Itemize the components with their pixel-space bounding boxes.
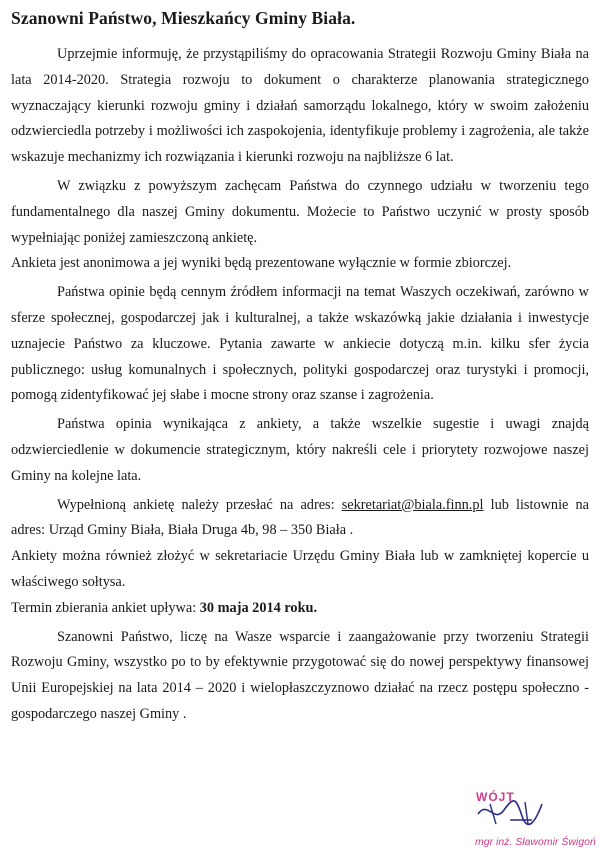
paragraph-closing: Szanowni Państwo, liczę na Wasze wsparcie i zaangażowanie przy tworzeniu Strategii Rozwoju Gminy, wszystko po to by efektywnie przygotować się do nowej perspektywy finansowej Unii Europejskiej na lata 2014 – 2020 i wielopłaszczyznowo działać na rzecz postępu społeczno - gospodarczego naszej Gminy . <box>11 628 589 722</box>
submission-text: Wypełnioną ankietę należy przesłać na adres: <box>57 496 342 513</box>
signature-title: WÓJT <box>476 790 515 804</box>
deadline-date: 30 maja 2014 roku. <box>199 599 318 616</box>
paragraph-delivery: Ankiety można również złożyć w sekretariacie Urzędu Gminy Biała lub w zamkniętej kopercie u właściwego sołtysa. <box>11 548 589 590</box>
letter-body <box>11 42 589 728</box>
email-link[interactable]: sekretariat@biala.finn.pl <box>341 496 484 513</box>
signature-scribble <box>470 790 560 830</box>
submission-address: lub listownie na adres: Urząd Gminy Biała, Biała Druga 4b, 98 – 350 Biała . <box>11 496 589 539</box>
deadline-label: Termin zbierania ankiet upływa: <box>11 599 200 616</box>
signature-name: mgr inż. Sławomir Świgoń <box>475 836 596 848</box>
letter-heading: Szanowni Państwo, Mieszkańcy Gminy Biała. <box>11 8 356 28</box>
paragraph-invitation: W związku z powyższym zachęcam Państwa do czynnego udziału w tworzeniu tego fundamentalnego dla naszej Gminy dokumentu. Możecie to Państwo uczynić w prosty sposób wypełniając poniżej zamieszczoną ankietę. <box>11 177 589 246</box>
paragraph-submission <box>11 493 589 545</box>
paragraph-deadline <box>11 596 589 622</box>
paragraph-opinions: Państwa opinie będą cennym źródłem informacji na temat Waszych oczekiwań, zarówno w sferze społecznej, gospodarczej jak i kulturalnej, a także wskazówką jakie działania i inwestycje uznajecie Państwo za kluczowe. Pytania zawarte w ankiecie dotyczą m.in. kilku sfer życia publicznego: usług komunalnych i społecznych, polityki gospodarczej oraz turystyki i promocji, pomogą zidentyfikować jej słabe i mocne strony oraz szanse i zagrożenia. <box>11 284 589 404</box>
paragraph-anonymity: Ankieta jest anonimowa a jej wyniki będą prezentowane wyłącznie w formie zbiorczej. <box>11 255 512 272</box>
paragraph-intro: Uprzejmie informuję, że przystąpiliśmy do opracowania Strategii Rozwoju Gminy Biała na lata 2014-2020. Strategia rozwoju to dokument o charakterze planowania strategicznego wyznaczający kierunki rozwoju gminy i działań samorządu lokalnego, który w swoim założeniu odzwierciedla potrzeby i możliwości ich zaspokojenia, identyfikuje problemy i zagrożenia, ale także wskazuje mechanizmy ich rozwiązania i kierunki rozwoju na najbliższe 6 lat. <box>11 46 589 166</box>
paragraph-reflection: Państwa opinia wynikająca z ankiety, a także wszelkie sugestie i uwagi znajdą odzwierciedlenie w dokumencie strategicznym, który nakreśli cele i priorytety rozwojowe naszej Gminy na kolejne lata. <box>11 416 589 484</box>
